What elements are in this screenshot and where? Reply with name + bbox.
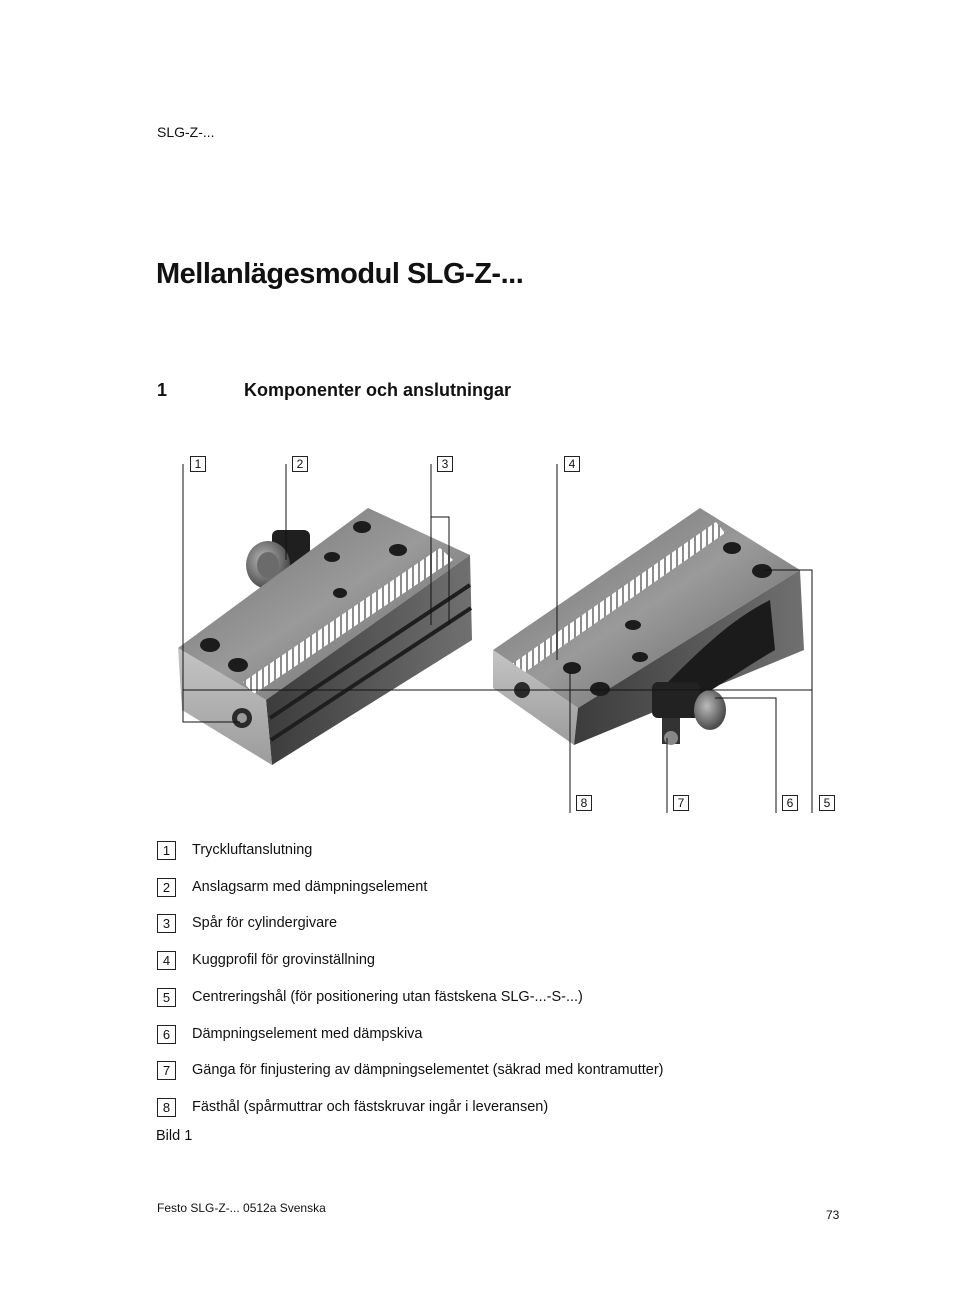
legend-text: Fästhål (spårmuttrar och fästskruvar ingår i leveransen) (192, 1099, 549, 1115)
callout-1: 1 (190, 456, 206, 472)
footer-text: Festo SLG-Z-... 0512a Svenska (157, 1201, 326, 1215)
callout-2: 2 (292, 456, 308, 472)
legend-text: Tryckluftanslutning (192, 842, 313, 858)
section-title: Komponenter och anslutningar (244, 380, 512, 400)
legend-text: Gänga för finjustering av dämpningselementet (säkrad med kontramutter) (192, 1062, 664, 1078)
legend-text: Spår för cylindergivare (192, 915, 338, 931)
right-module-drawing (493, 508, 804, 745)
callout-7: 7 (673, 795, 689, 811)
legend-number: 7 (157, 1061, 176, 1080)
legend-number: 5 (157, 988, 176, 1007)
legend-number: 1 (157, 841, 176, 860)
legend-number: 6 (157, 1025, 176, 1044)
section-number: 1 (157, 380, 168, 400)
callout-5: 5 (819, 795, 835, 811)
page-number: 73 (826, 1208, 840, 1222)
legend-text: Anslagsarm med dämpningselement (192, 879, 428, 895)
stop-arm-drawing (246, 530, 310, 589)
leader-lines (183, 464, 812, 813)
callout-3: 3 (437, 456, 453, 472)
legend-text: Centreringshål (för positionering utan fästskena SLG-...-S-...) (192, 989, 583, 1005)
figure-caption: Bild 1 (156, 1128, 193, 1144)
left-module-drawing (178, 508, 472, 765)
legend-number: 4 (157, 951, 176, 970)
callout-6: 6 (782, 795, 798, 811)
callout-8: 8 (576, 795, 592, 811)
running-head: SLG-Z-... (157, 124, 215, 140)
legend-number: 3 (157, 914, 176, 933)
legend-text: Kuggprofil för grovinställning (192, 952, 375, 968)
callout-4: 4 (564, 456, 580, 472)
legend-text: Dämpningselement med dämpskiva (192, 1026, 423, 1042)
legend-number: 2 (157, 878, 176, 897)
legend-number: 8 (157, 1098, 176, 1117)
page-title: Mellanlägesmodul SLG-Z-... (156, 258, 524, 290)
damping-element-drawing (652, 682, 726, 745)
